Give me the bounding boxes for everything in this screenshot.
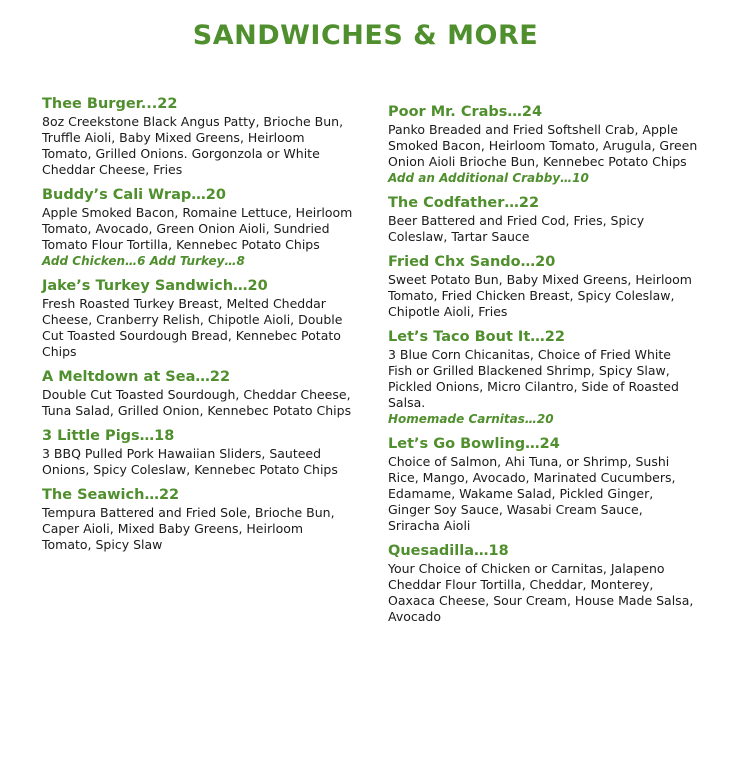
menu-item-description: Beer Battered and Fried Cod, Fries, Spicy Coleslaw, Tartar Sauce	[388, 213, 645, 244]
menu-item-name: Jake’s Turkey Sandwich…20	[42, 278, 268, 294]
menu-item	[42, 368, 354, 419]
menu-item-name: Buddy’s Cali Wrap…20	[42, 187, 226, 203]
menu-item	[388, 194, 698, 245]
menu-item-description: Double Cut Toasted Sourdough, Cheddar Cheese, Tuna Salad, Grilled Onion, Kennebec Potato Chips	[42, 387, 352, 418]
menu-item-description: 3 BBQ Pulled Pork Hawaiian Sliders, Sauteed Onions, Spicy Coleslaw, Kennebec Potato Chips	[42, 446, 338, 477]
menu-column-right	[388, 103, 698, 633]
menu-item-name: A Meltdown at Sea…22	[42, 369, 231, 385]
menu-item-description: Panko Breaded and Fried Softshell Crab, Apple Smoked Bacon, Heirloom Tomato, Arugula, Green Onion Aioli Brioche Bun, Kennebec Potato Chips	[388, 122, 698, 169]
menu-item	[42, 427, 354, 478]
menu-item	[388, 435, 698, 534]
menu-item-description: Your Choice of Chicken or Carnitas, Jalapeno Cheddar Flour Tortilla, Cheddar, Monterey, Oaxaca Cheese, Sour Cream, House Made Salsa, Avocado	[388, 561, 694, 624]
menu-item	[388, 328, 698, 427]
menu-item	[388, 253, 698, 320]
menu-item-description: Choice of Salmon, Ahi Tuna, or Shrimp, Sushi Rice, Mango, Avocado, Marinated Cucumbers, Edamame, Wakame Salad, Pickled Ginger, Ginger Soy Sauce, Wasabi Cream Sauce, Sriracha Aioli	[388, 454, 676, 533]
menu-item-description: Tempura Battered and Fried Sole, Brioche Bun, Caper Aioli, Mixed Baby Greens, Heirloom Tomato, Spicy Slaw	[42, 505, 335, 552]
menu-item-addon: Add Chicken…6 Add Turkey…8	[42, 254, 245, 268]
menu-item	[388, 103, 698, 186]
menu-item-description: Sweet Potato Bun, Baby Mixed Greens, Heirloom Tomato, Fried Chicken Breast, Spicy Coleslaw, Chipotle Aioli, Fries	[388, 272, 692, 319]
menu-item-description: 3 Blue Corn Chicanitas, Choice of Fried White Fish or Grilled Blackened Shrimp, Spicy Slaw, Pickled Onions, Micro Cilantro, Side of Roasted Salsa.	[388, 347, 679, 410]
menu-item-name: 3 Little Pigs…18	[42, 428, 175, 444]
menu-item	[388, 542, 698, 625]
menu-item	[42, 486, 354, 553]
menu-item-description: 8oz Creekstone Black Angus Patty, Brioche Bun, Truffle Aioli, Baby Mixed Greens, Heirloom Tomato, Grilled Onions. Gorgonzola or White Cheddar Cheese, Fries	[42, 114, 344, 177]
menu-item-name: Quesadilla…18	[388, 543, 509, 559]
menu-item-addon: Add an Additional Crabby…10	[388, 171, 589, 185]
menu-column-left	[42, 95, 354, 561]
menu-item-name: Poor Mr. Crabs…24	[388, 104, 543, 120]
menu-item-addon: Homemade Carnitas…20	[388, 412, 554, 426]
menu-item-name: The Codfather…22	[388, 195, 540, 211]
menu-item-description: Fresh Roasted Turkey Breast, Melted Cheddar Cheese, Cranberry Relish, Chipotle Aioli, Double Cut Toasted Sourdough Bread, Kennebec Potato Chips	[42, 296, 343, 359]
page-title: SANDWICHES & MORE	[192, 20, 539, 51]
menu-item-name: Thee Burger...22	[42, 96, 178, 112]
menu-item-name: Let’s Go Bowling…24	[388, 436, 560, 452]
menu-item	[42, 95, 354, 178]
menu-item	[42, 186, 354, 269]
menu-item-name: The Seawich…22	[42, 487, 180, 503]
menu-item	[42, 277, 354, 360]
menu-item-name: Fried Chx Sando…20	[388, 254, 556, 270]
menu-item-description: Apple Smoked Bacon, Romaine Lettuce, Heirloom Tomato, Avocado, Green Onion Aioli, Sundried Tomato Flour Tortilla, Kennebec Potato Chips	[42, 205, 353, 252]
menu-item-name: Let’s Taco Bout It…22	[388, 329, 565, 345]
